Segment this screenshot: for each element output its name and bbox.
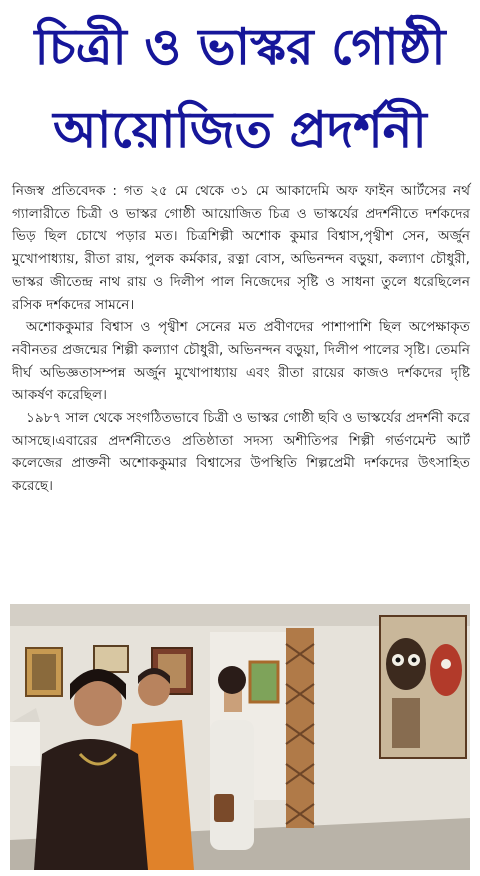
headline-line-1: চিত্রী ও ভাস্কর গোষ্ঠী [34,18,446,76]
painting-frame-2 [94,646,128,672]
sculpture-pedestal [10,722,40,766]
painting-frame-4 [250,662,278,702]
article-body [12,180,470,498]
exhibition-photo [10,604,470,870]
article-paragraph-3: ১৯৮৭ সাল থেকে সংগঠিতভাবে চিত্রী ও ভাস্কর গোষ্ঠী ছবি ও ভাস্কর্যের প্রদর্শনী করে আসছে।এবারের প্রদর্শনীতেও প্রতিষ্ঠাতা সদস্য অশীতিপর শিল্পী গর্ভণমেন্ট আর্ট কলেজের প্রাক্তনী অশোককুমার বিশ্বাসের উপস্থিতি শিল্পপ্রেমী দর্শকদের উৎসাহিত করেছে। [12,410,470,495]
painting-face-right [430,644,462,696]
article-paragraph-1: নিজস্ব প্রতিবেদক : গত ২৫ মে থেকে ৩১ মে আকাদেমি অফ ফাইন আর্টসের নর্থ গ্যালারীতে চিত্রী ও ভাস্কর গোষ্ঠী আয়োজিত চিত্র ও ভাস্কর্যের প্রদর্শনীতে দর্শকদের ভিড় ছিল চোখে পড়ার মত। চিত্রশিল্পী অশোক কুমার বিশ্বাস,পৃথ্বীশ সেন, অর্জুন মুখোপাধ্যায়, রীতা রায়, পুলক কর্মকার, রত্না বোস, অভিনন্দন বড়ুয়া, কল্যাণ চৌধুরী, ভাস্কর জীতেন্দ্র নাথ রায় ও দিলীপ পাল নিজেদের সৃষ্টি ও সাধনা তুলে ধরেছিলেন রসিক দর্শকদের সামনে। [12,183,470,313]
article-paragraph-2: অশোককুমার বিশ্বাস ও পৃথ্বীশ সেনের মত প্রবীণদের পাশাপাশি ছিল অপেক্ষাকৃত নবীনতর প্রজন্মের শিল্পী কল্যাণ চৌধুরী, অভিনন্দন বড়ুয়া, দিলীপ পালের সৃষ্টি। তেমনি দীর্ঘ অভিজ্ঞতাসম্পন্ন অর্জুন মুখোপাধ্যায় এবং রীতা রায়ের কাজও দর্শকদের দৃষ্টি আকর্ষণ করেছিল। [12,319,470,404]
painting-canvas-1 [32,654,56,690]
headline-line-2: আয়োজিত প্রদর্শনী [53,101,427,159]
exhibition-photo-drawing [10,604,470,870]
painting-face-left [386,638,426,690]
